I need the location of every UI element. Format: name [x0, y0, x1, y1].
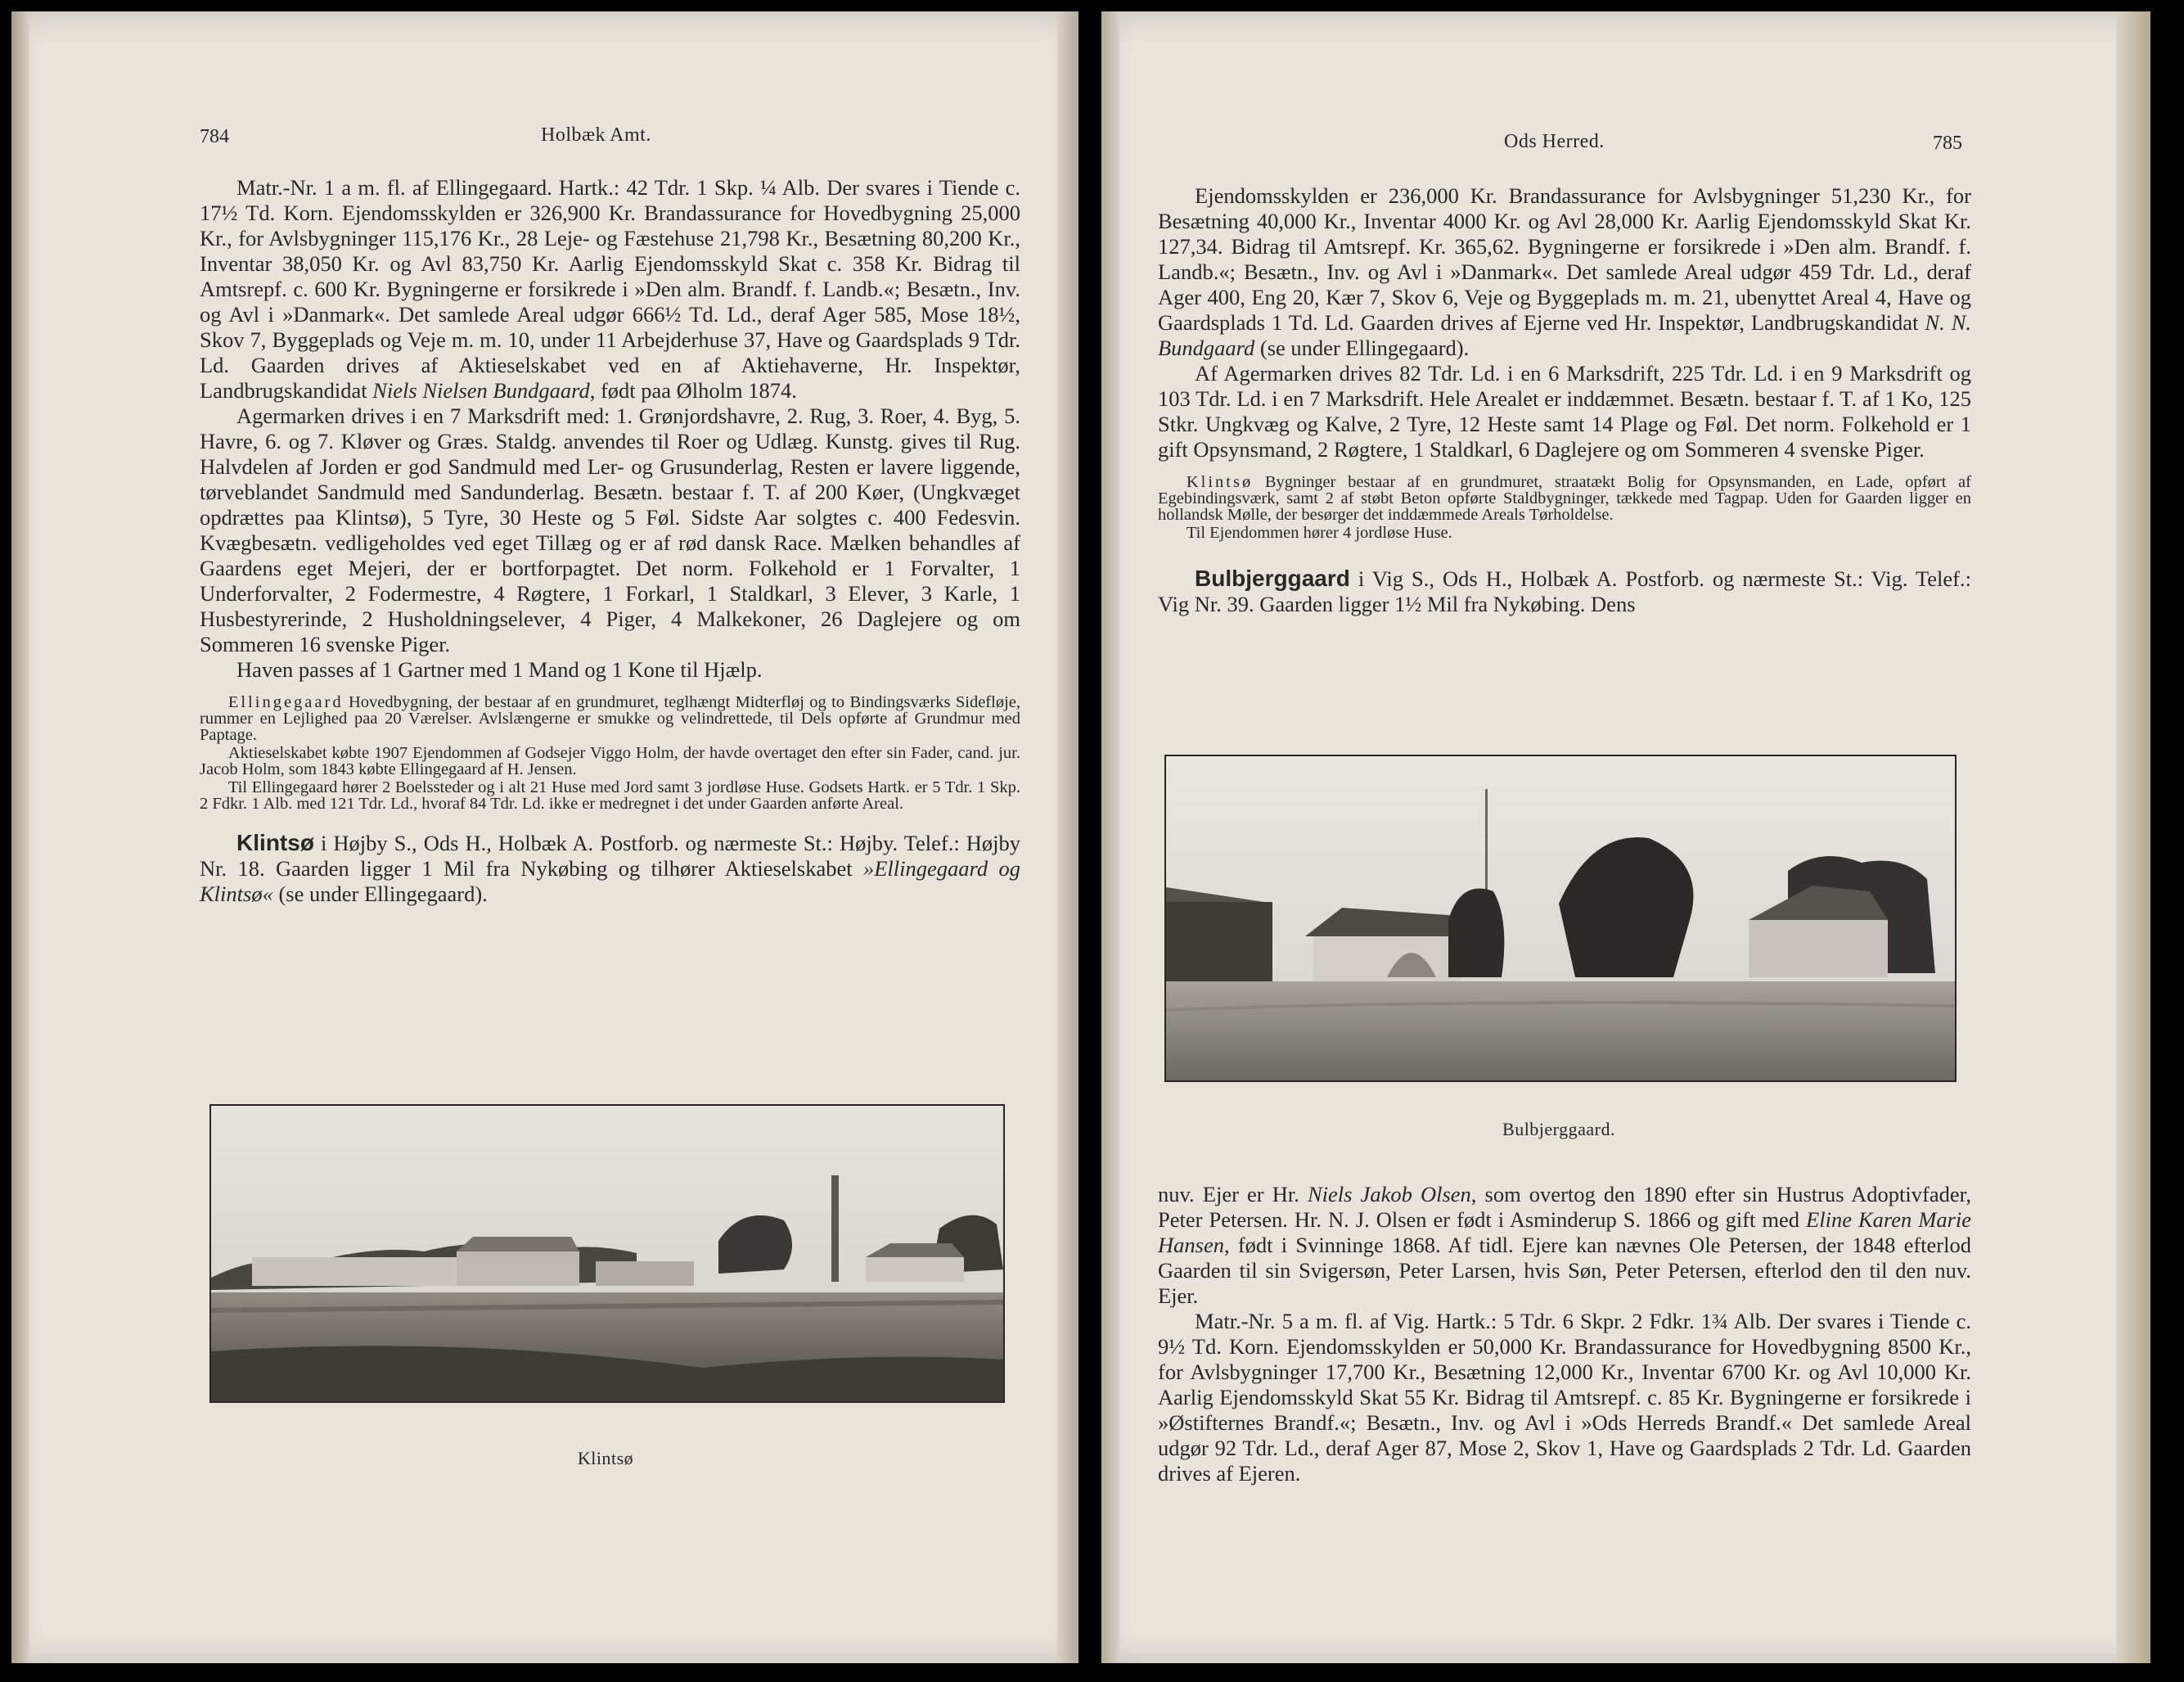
- book-gutter: [1057, 11, 1078, 1663]
- small-print: Klintsø Bygninger bestaar af en grundmuret, straatækt Bolig for Opsynsmanden, en Lade, opført af Egebindingsværk, samt 2 af støbt Beton opførte Staldbygninger, tækkede med Tagpap. Uden for Gaarden ligger en hollandsk Mølle, der besørger det inddæmmede Areals Tørholdelse.: [1158, 473, 1971, 524]
- running-head: Holbæk Amt.: [541, 124, 651, 146]
- paragraph: Ejendomsskylden er 236,000 Kr. Brandassurance for Avlsbygninger 51,230 Kr., for Besætning 40,000 Kr., Inventar 4000 Kr. og Avl 28,000 Kr. Aarlig Ejendomsskyld Skat Kr. 127,34. Bidrag til Amtsrepf. Kr. 365,62. Bygningerne er forsikrede i »Den alm. Brandf. f. Landb.«; Besætn., Inv. og Avl i »Danmark«. Det samlede Areal udgør 459 Tdr. Ld., deraf Ager 400, Eng 20, Kær 7, Skov 6, Veje og Byggeplads m. m. 21, ubenyttet Areal 4, Have og Gaardsplads 1 Td. Ld. Gaarden drives af Ejerne ved Hr. Inspektør, Landbrugskandidat N. N. Bundgaard (se under Ellingegaard).: [1158, 183, 1971, 360]
- entry-title: Bulbjerggaard: [1195, 566, 1350, 591]
- paragraph: Matr.-Nr. 5 a m. fl. af Vig. Hartk.: 5 Tdr. 6 Skpr. 2 Fdkr. 1¾ Alb. Der svares i Tiende c. 9½ Td. Korn. Ejendomsskylden er 50,000 Kr. Brandassurance for Hovedbygning 8500 Kr., for Avlsbygninger 17,700 Kr., Besætning 12,000 Kr., Inventar 6700 Kr. og Avl 10,000 Kr. Aarlig Ejendomsskyld Skat 55 Kr. Bidrag til Amtsrepf. c. 85 Kr. Bygningerne er forsikrede i »Østifternes Brandf.«; Besætn., Inv. og Avl i »Ods Herreds Brandf.« Det samlede Areal udgør 92 Tdr. Ld., deraf Ager 87, Mose 2, Skov 1, Have og Gaardsplads 2 Tdr. Ld. Gaarden drives af Ejeren.: [1158, 1309, 1971, 1486]
- right-page: [1101, 11, 2150, 1663]
- left-page: [11, 11, 1078, 1663]
- entry-heading-paragraph: Bulbjerggaard i Vig S., Ods H., Holbæk A. Postforb. og nærmeste St.: Vig. Telef.: Vig Nr. 39. Gaarden ligger 1½ Mil fra Nykøbing. Dens: [1158, 566, 1971, 616]
- page-edge: [11, 11, 29, 1663]
- small-print: Til Ejendommen hører 4 jordløse Huse.: [1186, 524, 1452, 542]
- left-text-block: [200, 175, 1020, 907]
- small-print: Til Ellingegaard hører 2 Boelssteder og i alt 21 Huse med Jord samt 3 jordløse Huse. Godsets Hartk. er 5 Tdr. 1 Skp. 2 Fdkr. 1 Alb. med 121 Tdr. Ld., hvoraf 84 Tdr. Ld. ikke er medregnet i det under Gaarden anførte Areal.: [200, 778, 1020, 813]
- running-head: Ods Herred.: [1504, 131, 1605, 152]
- farm-photo-illustration: [1166, 756, 1955, 1080]
- paragraph: Af Agermarken drives 82 Tdr. Ld. i en 6 Marksdrift, 225 Tdr. Ld. i en 9 Marksdrift og 103 Tdr. Ld. i en 7 Marksdrift. Hele Arealet er inddæmmet. Besætn. bestaar f. T. af 1 Ko, 125 Stkr. Ungkvæg og Kalve, 2 Tyre, 12 Heste samt 14 Plage og Føl. Det norm. Folkehold er 1 gift Opsynsmand, 2 Røgtere, 1 Staldkarl, 6 Daglejere og om Sommeren 4 svenske Piger.: [1158, 361, 1971, 462]
- spacer: [200, 812, 1020, 830]
- small-print: Ellingegaard Hovedbygning, der bestaar af en grundmuret, teglhængt Midterfløj og to Bindingsværks Sidefløje, rummer en Lejlighed paa 20 Værelser. Avlslængerne er smukke og velindrettede, til Dels opførte af Grundmur med Paptage.: [200, 693, 1020, 744]
- small-print: Aktieselskabet købte 1907 Ejendommen af Godsejer Viggo Holm, der havde overtaget den efter sin Fader, cand. jur. Jacob Holm, som 1843 købte Ellingegaard af H. Jensen.: [200, 744, 1020, 778]
- paragraph: Haven passes af 1 Gartner med 1 Mand og 1 Kone til Hjælp.: [236, 657, 763, 682]
- photo-bulbjerggaard: [1164, 755, 1957, 1082]
- farm-photo-illustration: [211, 1106, 1003, 1401]
- paragraph: nuv. Ejer er Hr. Niels Jakob Olsen, som overtog den 1890 efter sin Hustrus Adoptivfader, Peter Petersen. Hr. N. J. Olsen er født i Asminderup S. 1866 og gift med Eline Karen Marie Hansen, født i Svinninge 1868. Af tidl. Ejere kan nævnes Ole Petersen, der 1848 efterlod Gaarden til sin Svigersøn, Peter Larsen, hvis Søn, Peter Petersen, efterlod den til den nuv. Ejer.: [1158, 1182, 1972, 1308]
- page-edge: [2116, 11, 2150, 1663]
- person-name: Niels Nielsen Bundgaard: [372, 378, 590, 403]
- photo-caption: Bulbjerggaard.: [1502, 1119, 1615, 1139]
- photo-klintso: [209, 1104, 1005, 1403]
- paragraph: Matr.-Nr. 1 a m. fl. af Ellingegaard. Hartk.: 42 Tdr. 1 Skp. ¼ Alb. Der svares i Tiende c. 17½ Td. Korn. Ejendomsskylden er 326,900 Kr. Brandassurance for Hovedbygning 25,000 Kr., for Avlsbygninger 115,176 Kr., 28 Leje- og Fæstehuse 21,798 Kr., Besætning 80,200 Kr., Inventar 38,050 Kr. og Avl 83,750 Kr. Aarlig Ejendomsskyld Skat c. 358 Kr. Bidrag til Amtsrepf. c. 600 Kr. Bygningerne er forsikrede i »Den alm. Brandf. f. Landb.«; Besætn., Inv. og Avl i »Danmark«. Det samlede Areal udgør 666½ Td. Ld., deraf Ager 585, Mose 18½, Skov 7, Byggeplads og Veje m. m. 10, under 11 Arbejderhuse 37, Have og Gaardsplads 9 Tdr. Ld. Gaarden drives af Aktieselskabet ved en af Aktiehaverne, Hr. Inspektør, Landbrugskandidat Niels Nielsen Bundgaard, født paa Ølholm 1874.: [200, 175, 1020, 403]
- page-number: 785: [1933, 133, 1962, 154]
- entry-heading-paragraph: Klintsø i Højby S., Ods H., Holbæk A. Postforb. og nærmeste St.: Højby. Telef.: Højby Nr. 18. Gaarden ligger 1 Mil fra Nykøbing og tilhører Aktieselskabet »Ellingegaard og Klintsø« (se under Ellingegaard).: [200, 830, 1020, 906]
- paragraph: Agermarken drives i en 7 Marksdrift med: 1. Grønjordshavre, 2. Rug, 3. Roer, 4. Byg, 5. Havre, 6. og 7. Kløver og Græs. Staldg. anvendes til Roer og Udlæg. Kunstg. gives til Rug. Halvdelen af Jorden er god Sandmuld med Ler- og Grusunderlag, Resten er lavere liggende, tørveblandet Sandmuld med Sandunderlag. Besætn. bestaar f. T. af 200 Køer, (Ungkvæget opdrættes paa Klintsø), 5 Tyre, 30 Heste og 5 Føl. Sidste Aar solgtes c. 400 Fedesvin. Kvægbesætn. vedligeholdes ved eget Tillæg og er af rød dansk Race. Mælken behandles af Gaardens eget Mejeri, der er bortforpagtet. Det norm. Folkehold er 1 Forvalter, 1 Underforvalter, 2 Fodermestre, 4 Røgtere, 1 Forkarl, 1 Staldkarl, 3 Elever, 3 Karle, 1 Husbestyrerinde, 2 Husholdningselever, 4 Piger, 4 Malkekoner, 26 Daglejere og om Sommeren 16 svenske Piger.: [200, 404, 1020, 656]
- page-number: 784: [200, 126, 229, 147]
- spacer: [1158, 541, 1971, 566]
- entry-title: Klintsø: [236, 830, 314, 855]
- person-name: N. N. Bundgaard: [1158, 310, 1971, 360]
- right-text-block-top: [1158, 183, 1971, 617]
- person-name: Niels Jakob Olsen: [1307, 1182, 1471, 1206]
- person-name: Eline Karen Marie Hansen: [1158, 1207, 1972, 1257]
- photo-caption: Klintsø: [577, 1448, 634, 1468]
- book-gutter: [1101, 11, 1119, 1663]
- right-text-block-bottom: [1158, 1182, 1971, 1486]
